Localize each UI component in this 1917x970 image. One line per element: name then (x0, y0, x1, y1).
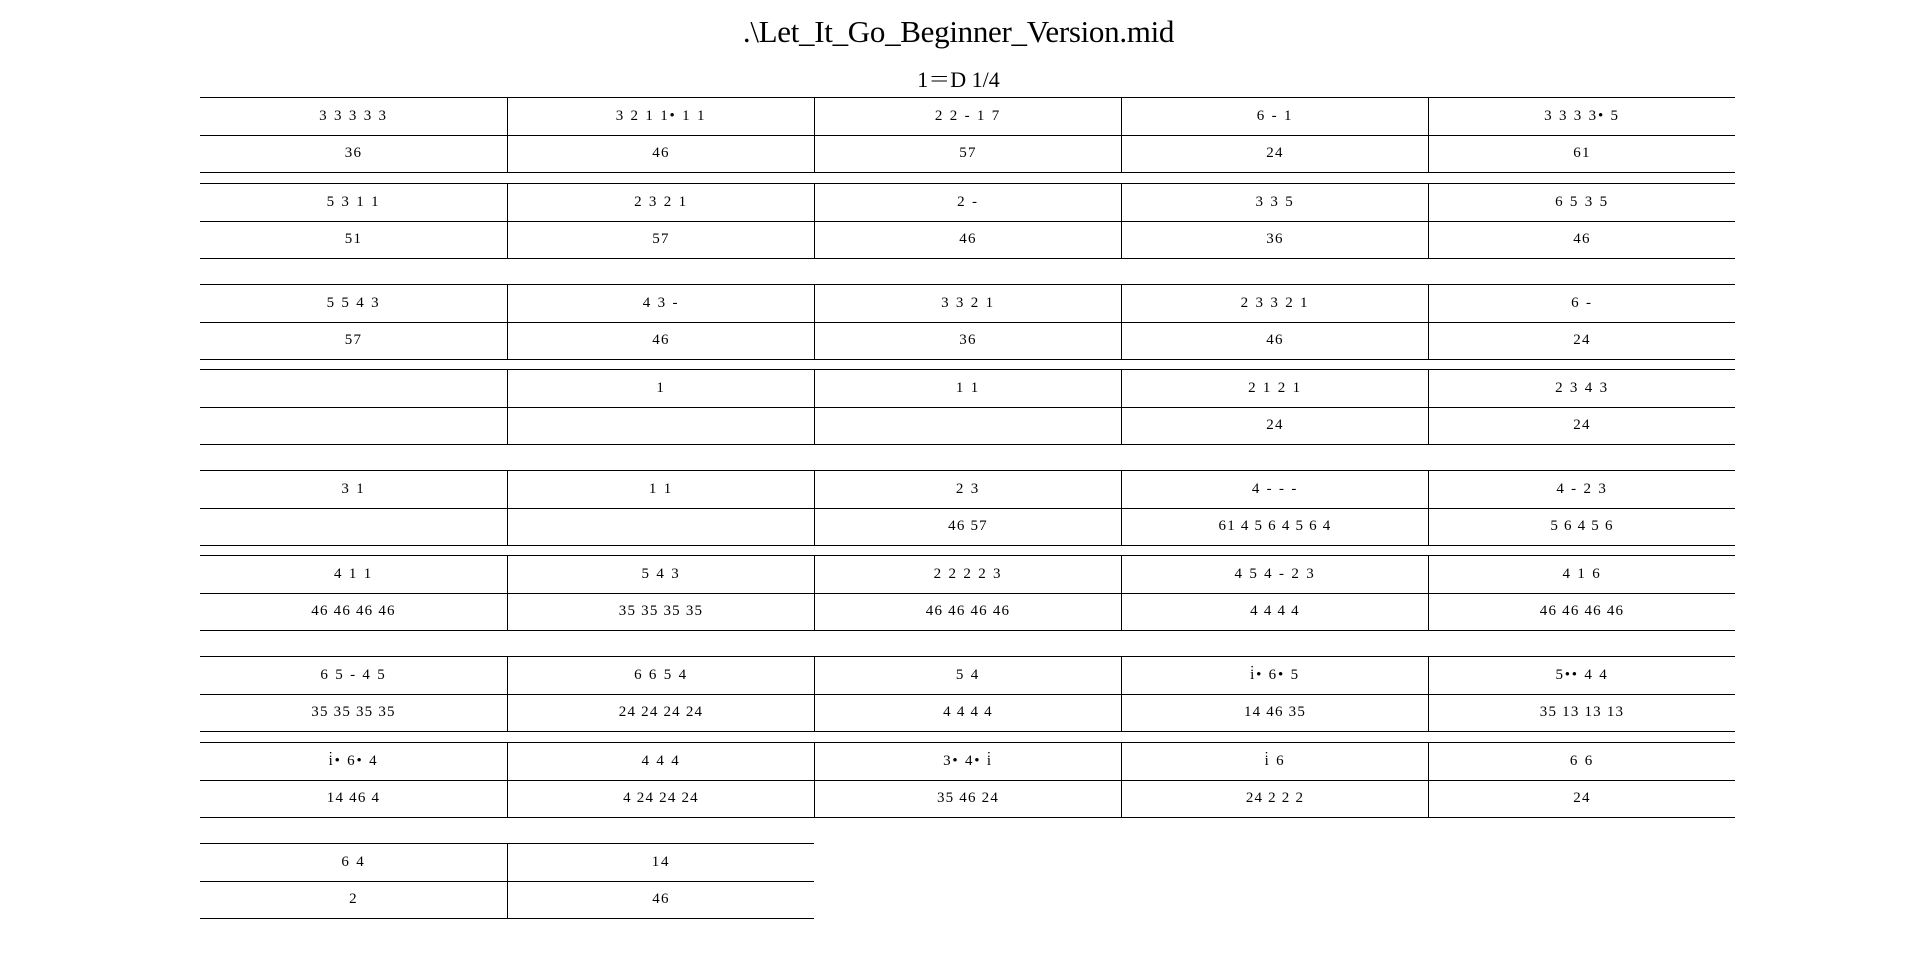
treble-notes: 1 1 (508, 471, 814, 509)
bass-notes: 24 (1573, 417, 1591, 434)
bass-notes: 57 (344, 332, 363, 349)
bass-notes: 46 (1266, 332, 1284, 349)
treble-notes: 2 3 (815, 471, 1121, 509)
treble-notes: 14 (508, 844, 814, 882)
treble-notes: 3 1 (200, 471, 507, 509)
bass-notes: 46 46 46 46 (1539, 603, 1625, 620)
treble-notes: 6 - 1 (1122, 98, 1428, 136)
measure (200, 285, 507, 359)
bass-notes (508, 408, 814, 445)
measure (814, 285, 1121, 359)
measure (1121, 556, 1428, 630)
measure (814, 370, 1121, 444)
bass-notes: 24 (1266, 417, 1284, 434)
bass-notes (508, 509, 814, 546)
measure (200, 98, 507, 172)
bass-notes: 46 (959, 231, 977, 248)
bass-notes: 14 46 35 (1243, 704, 1307, 721)
treble-notes: 4 1 1 (200, 556, 507, 594)
measure (507, 657, 814, 731)
treble-notes: 1 1 (815, 370, 1121, 408)
measure (507, 844, 814, 918)
measure (200, 471, 507, 545)
treble-notes (200, 370, 507, 408)
measure (1121, 98, 1428, 172)
treble-notes: 2 3 4 3 (1429, 370, 1735, 408)
measure (1121, 471, 1428, 545)
treble-notes: 5 5 4 3 (200, 285, 507, 323)
measure (1121, 743, 1428, 817)
staff-system (200, 555, 1735, 631)
treble-notes: 2 3 2 1 (508, 184, 814, 222)
bass-notes: 61 (1573, 145, 1591, 162)
bass-notes: 4 4 4 4 (943, 704, 993, 721)
measure (507, 370, 814, 444)
bass-notes (200, 509, 507, 546)
bass-notes: 24 24 24 24 (618, 704, 704, 721)
treble-notes: 3 3 3 3 3 (200, 98, 507, 136)
measure (814, 471, 1121, 545)
measure (200, 844, 507, 918)
bass-notes: 35 13 13 13 (1539, 704, 1625, 721)
treble-notes: 4 - 2 3 (1429, 471, 1735, 509)
measure (507, 285, 814, 359)
bass-notes: 57 (652, 231, 670, 248)
staff-system (200, 97, 1735, 173)
measure (200, 657, 507, 731)
measure (1428, 743, 1735, 817)
treble-notes: i̇• 6• 4 (200, 743, 507, 781)
measure (1428, 370, 1735, 444)
treble-notes: 6 6 (1429, 743, 1735, 781)
treble-notes: 4 4 4 (508, 743, 814, 781)
bass-notes: 46 (652, 145, 670, 162)
treble-notes: 5•• 4 4 (1429, 657, 1735, 695)
bass-notes: 51 (344, 231, 363, 248)
bass-notes: 36 (959, 332, 977, 349)
treble-notes: 6 6 5 4 (508, 657, 814, 695)
treble-notes: 4 - - - (1122, 471, 1428, 509)
treble-notes: 6 5 - 4 5 (200, 657, 507, 695)
bass-notes: 61 4 5 6 4 5 6 4 (1218, 518, 1332, 535)
treble-notes: 3 3 2 1 (815, 285, 1121, 323)
bass-notes: 24 2 2 2 (1245, 790, 1305, 807)
treble-notes: 3 3 3 3• 5 (1429, 98, 1735, 136)
bass-notes: 36 (344, 145, 363, 162)
bass-notes: 46 46 46 46 (311, 603, 396, 620)
treble-notes: 4 5 4 - 2 3 (1122, 556, 1428, 594)
bass-notes: 46 46 46 46 (925, 603, 1011, 620)
treble-notes: 5 4 (815, 657, 1121, 695)
measure (1121, 285, 1428, 359)
treble-notes: 5 3 1 1 (200, 184, 507, 222)
treble-notes: 2 2 - 1 7 (815, 98, 1121, 136)
staff-system (200, 656, 1735, 732)
measure (200, 743, 507, 817)
measure (814, 743, 1121, 817)
bass-notes: 57 (959, 145, 977, 162)
bass-notes (200, 408, 507, 445)
staff-system (200, 183, 1735, 259)
measure (507, 471, 814, 545)
measure (507, 556, 814, 630)
measure (814, 98, 1121, 172)
treble-notes: 3 2 1 1• 1 1 (508, 98, 814, 136)
treble-notes: 2 1 2 1 (1122, 370, 1428, 408)
treble-notes: 2 2 2 2 3 (815, 556, 1121, 594)
treble-notes: 6 4 (200, 844, 507, 882)
treble-notes: 2 3 3 2 1 (1122, 285, 1428, 323)
measure (814, 556, 1121, 630)
bass-notes: 46 (652, 332, 670, 349)
staff-system (200, 470, 1735, 546)
bass-notes: 46 (1573, 231, 1591, 248)
measure (814, 184, 1121, 258)
bass-notes: 5 6 4 5 6 (1550, 518, 1614, 535)
key-meter: 1＝D 1/4 (917, 67, 1000, 92)
treble-notes: 6 5 3 5 (1429, 184, 1735, 222)
bass-notes: 4 24 24 24 (623, 790, 699, 807)
treble-notes: 3 3 5 (1122, 184, 1428, 222)
treble-notes: 1 (508, 370, 814, 408)
measure (814, 657, 1121, 731)
treble-notes: i̇• 6• 5 (1122, 657, 1428, 695)
measure (200, 370, 507, 444)
measure (1121, 184, 1428, 258)
document-title: .\Let_It_Go_Beginner_Version.mid (742, 14, 1175, 49)
measure (1121, 370, 1428, 444)
treble-notes: 4 3 - (508, 285, 814, 323)
measure (1428, 285, 1735, 359)
bass-notes: 4 4 4 4 (1250, 603, 1300, 620)
bass-notes: 35 35 35 35 (618, 603, 704, 620)
measure (1121, 657, 1428, 731)
treble-notes: 3• 4• i̇ (815, 743, 1121, 781)
measure (200, 184, 507, 258)
measure (1428, 471, 1735, 545)
treble-notes: 2 - (815, 184, 1121, 222)
measure (1428, 184, 1735, 258)
measure (507, 743, 814, 817)
bass-notes: 35 46 24 (936, 790, 1000, 807)
measure (507, 98, 814, 172)
measure (1428, 98, 1735, 172)
staff-system (200, 284, 1735, 360)
staff-system (200, 843, 814, 919)
bass-notes: 24 (1573, 332, 1591, 349)
treble-notes: 4 1 6 (1429, 556, 1735, 594)
measure (1428, 556, 1735, 630)
staff-system (200, 742, 1735, 818)
bass-notes: 2 (349, 891, 358, 908)
treble-notes: 5 4 3 (508, 556, 814, 594)
staff-system (200, 369, 1735, 445)
measure (1428, 657, 1735, 731)
bass-notes (815, 408, 1121, 445)
treble-notes: i̇ 6 (1122, 743, 1428, 781)
bass-notes: 24 (1266, 145, 1284, 162)
bass-notes: 36 (1266, 231, 1284, 248)
bass-notes: 24 (1573, 790, 1591, 807)
bass-notes: 46 (652, 891, 670, 908)
measure (507, 184, 814, 258)
bass-notes: 35 35 35 35 (311, 704, 396, 721)
bass-notes: 46 57 (948, 518, 988, 535)
treble-notes: 6 - (1429, 285, 1735, 323)
measure (200, 556, 507, 630)
bass-notes: 14 46 4 (326, 790, 381, 807)
